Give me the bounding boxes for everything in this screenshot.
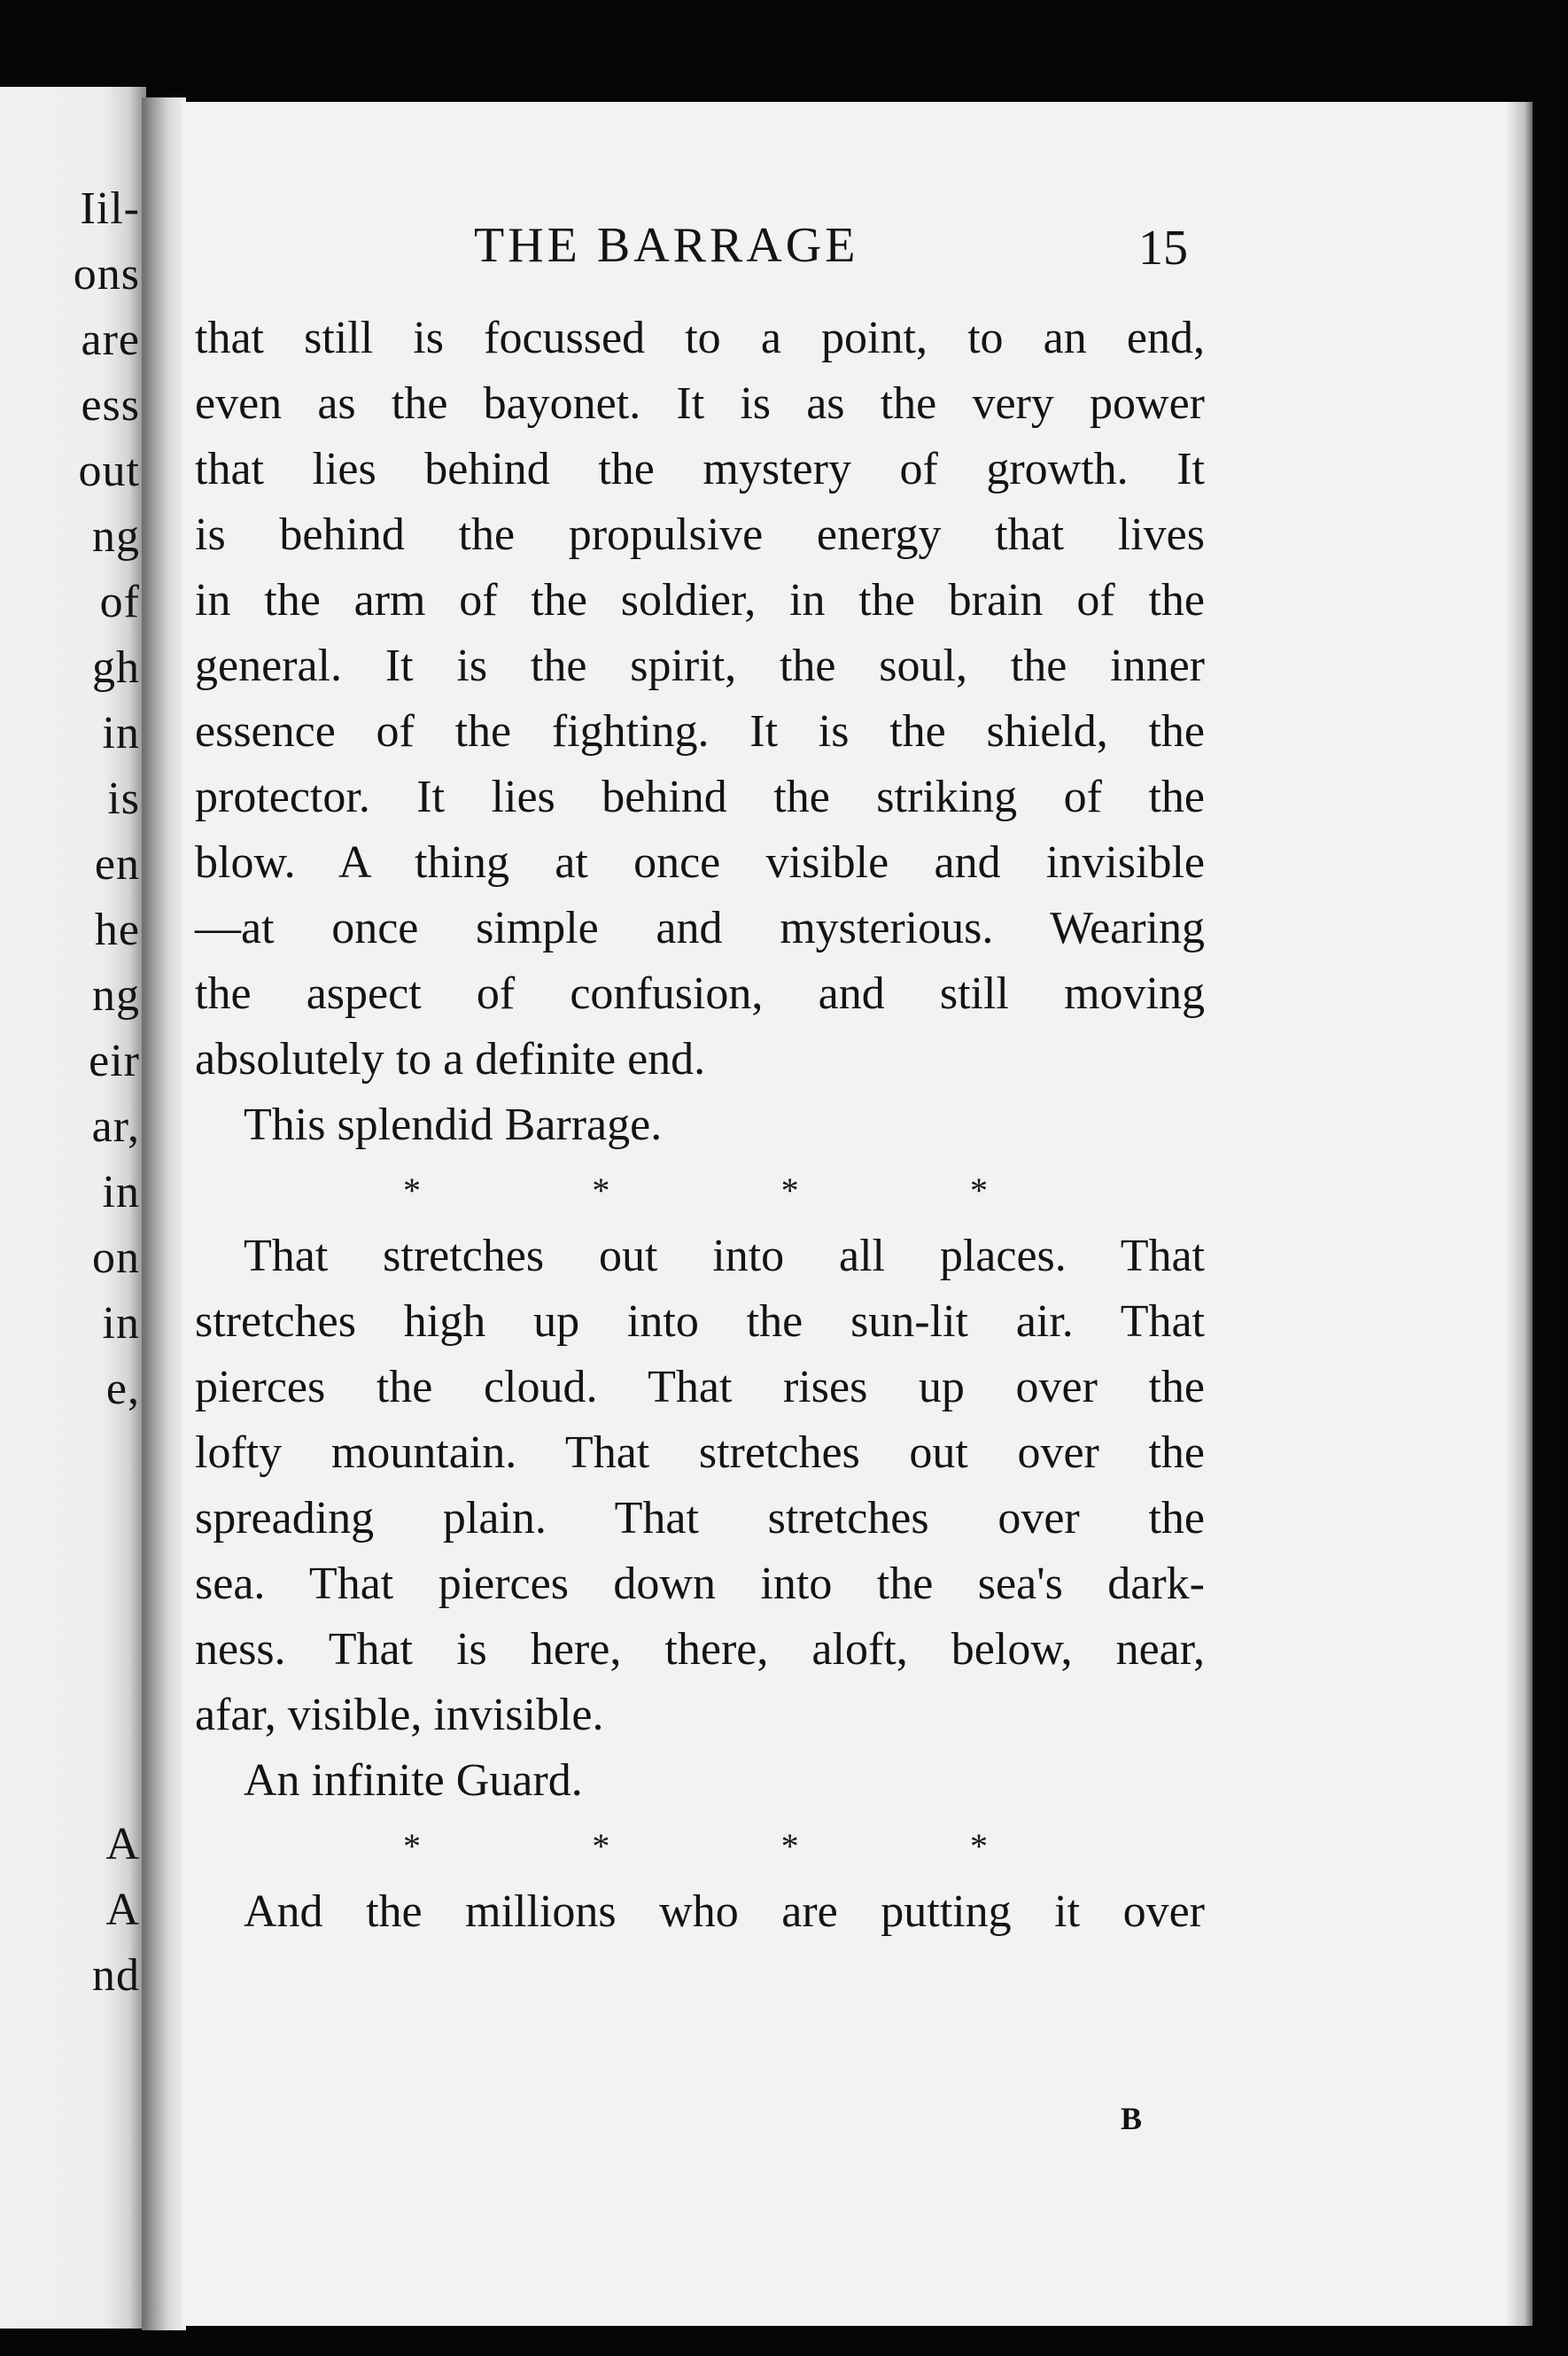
text-line: even as the bayonet. It is as the very power <box>195 378 1205 429</box>
left-fragment: of <box>99 577 140 627</box>
text-line: ness. That is here, there, aloft, below, near, <box>195 1624 1205 1675</box>
asterisk: * <box>780 1170 799 1210</box>
text-line: pierces the cloud. That rises up over the <box>195 1362 1205 1412</box>
left-fragment: is <box>107 774 140 824</box>
left-fragment: A <box>105 1819 140 1870</box>
paragraph-line: This splendid Barrage. <box>244 1100 663 1150</box>
left-fragment: are <box>81 315 140 365</box>
text-line: blow. A thing at once visible and invisible <box>195 837 1205 888</box>
left-fragment: out <box>78 446 140 496</box>
text-line: general. It is the spirit, the soul, the inner <box>195 641 1205 691</box>
paragraph-line: An infinite Guard. <box>244 1755 583 1806</box>
text-line: the aspect of confusion, and still moving <box>195 968 1205 1019</box>
left-fragment: gh <box>92 642 140 693</box>
asterisk: * <box>969 1170 988 1210</box>
text-line: That stretches out into all places. That <box>244 1231 1205 1281</box>
text-line: that still is focussed to a point, to an end, <box>195 313 1205 363</box>
asterisk: * <box>403 1826 421 1866</box>
text-line: lofty mountain. That stretches out over the <box>195 1427 1205 1478</box>
left-fragment: A <box>105 1885 140 1935</box>
left-fragment: nd <box>92 1950 140 2001</box>
asterisk: * <box>403 1170 421 1210</box>
asterisk: * <box>780 1826 799 1866</box>
left-fragment: ng <box>92 511 140 562</box>
left-fragment: e, <box>105 1364 140 1414</box>
text-line: in the arm of the soldier, in the brain of the <box>195 575 1205 626</box>
text-line: stretches high up into the sun-lit air. That <box>195 1296 1205 1347</box>
page-body <box>195 306 1205 1945</box>
left-fragment: Iil- <box>80 183 140 234</box>
text-line: afar, visible, invisible. <box>195 1690 604 1740</box>
running-head: THE BARRAGE <box>474 218 859 273</box>
section-separator <box>403 1158 988 1224</box>
left-fragment: ons <box>73 249 140 299</box>
asterisk: * <box>969 1826 988 1866</box>
left-fragment: in <box>102 1167 140 1217</box>
left-fragment: in <box>102 708 140 758</box>
left-fragment: en <box>94 839 140 890</box>
left-fragment: ar, <box>91 1101 140 1152</box>
section-separator <box>403 1814 988 1879</box>
asterisk: * <box>592 1826 610 1866</box>
left-fragment: in <box>102 1298 140 1349</box>
text-line: —at once simple and mysterious. Wearing <box>195 903 1205 953</box>
left-fragment: eir <box>89 1036 140 1086</box>
text-line: that lies behind the mystery of growth. It <box>195 444 1205 494</box>
previous-page <box>0 87 146 2329</box>
left-fragment: ng <box>92 970 140 1021</box>
text-line: sea. That pierces down into the sea's dark- <box>195 1559 1205 1609</box>
asterisk: * <box>592 1170 610 1210</box>
text-line: protector. It lies behind the striking of the <box>195 772 1205 822</box>
current-page <box>182 102 1533 2326</box>
book-gutter <box>142 97 186 2330</box>
page-number: 15 <box>1138 221 1188 276</box>
text-line: absolutely to a definite end. <box>195 1034 706 1085</box>
text-line: And the millions who are putting it over <box>244 1886 1205 1937</box>
left-fragment: ess <box>81 380 140 431</box>
text-line: essence of the fighting. It is the shield, the <box>195 706 1205 757</box>
signature-mark: B <box>1121 2101 1143 2136</box>
text-line: is behind the propulsive energy that lives <box>195 509 1205 560</box>
left-fragment: on <box>92 1232 140 1283</box>
text-line: spreading plain. That stretches over the <box>195 1493 1205 1543</box>
left-fragment: he <box>94 905 140 955</box>
